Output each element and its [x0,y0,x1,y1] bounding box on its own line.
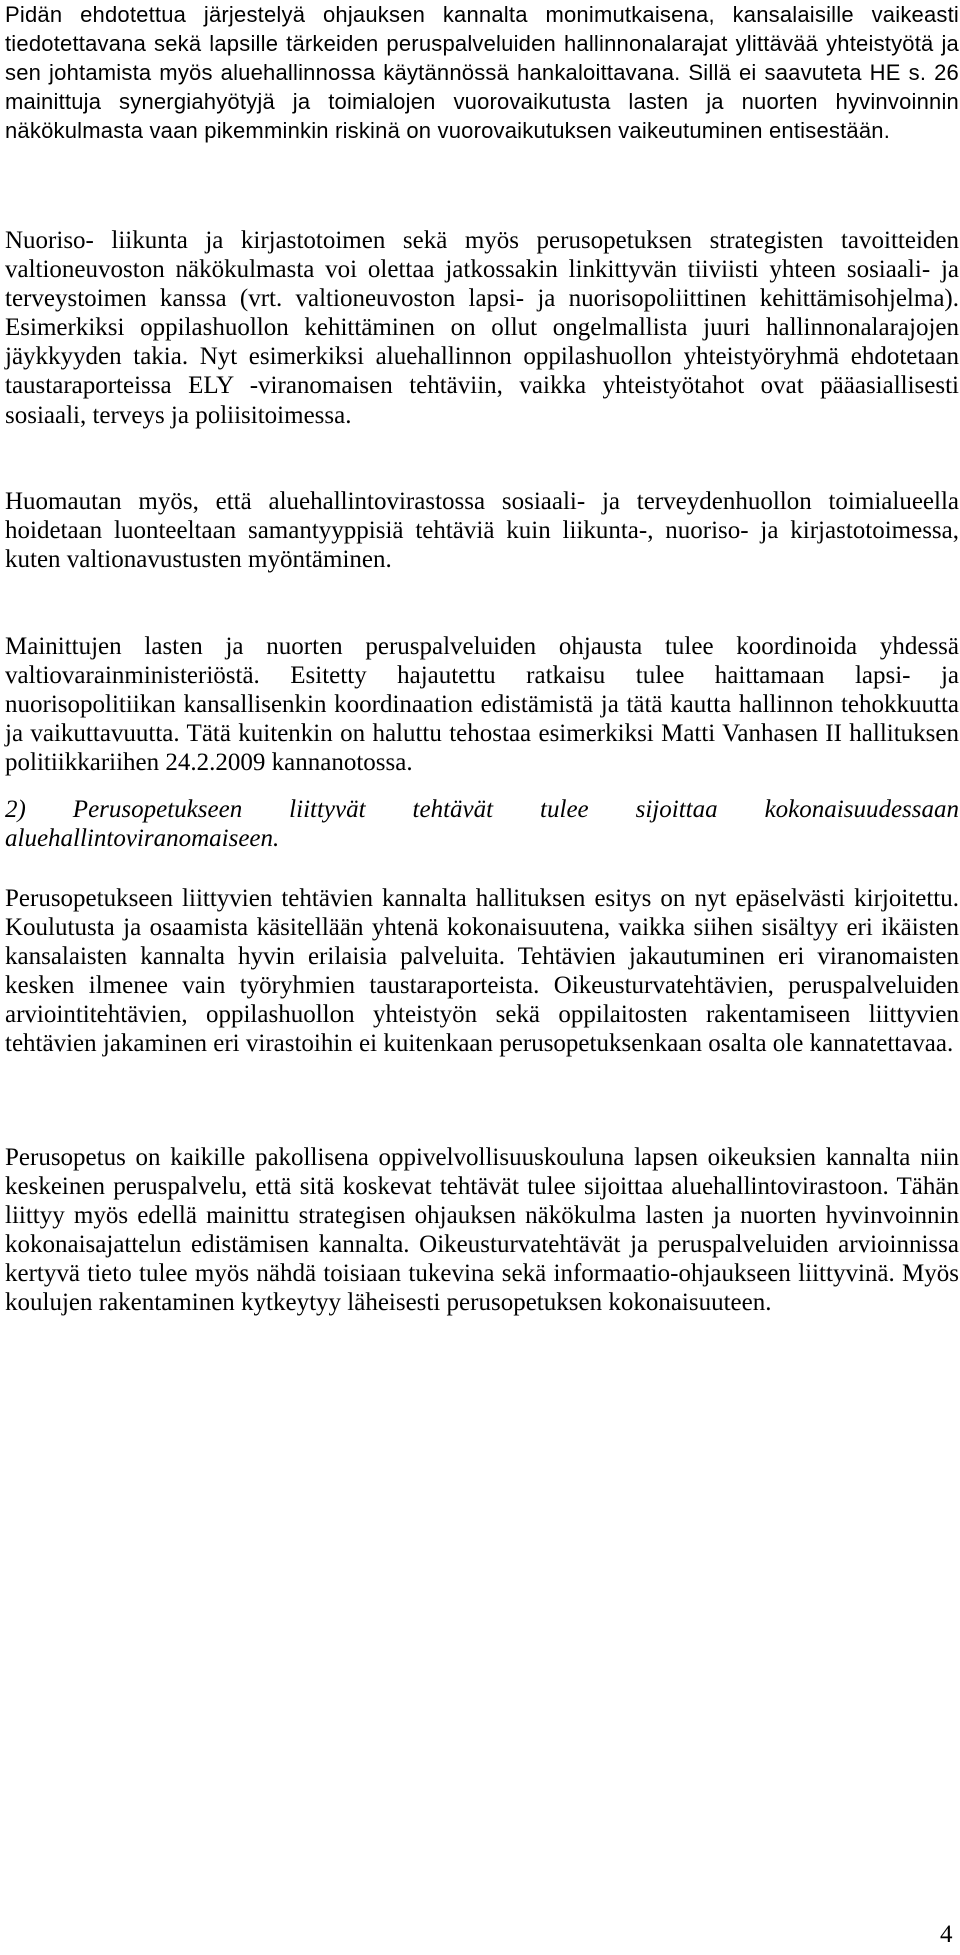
paragraph-4: Mainittujen lasten ja nuorten peruspalveluiden ohjausta tulee koordinoida yhdessä valtiovarainministeriöstä. Esitetty hajautettu ratkaisu tulee haittamaan lapsi- ja nuorisopolitiikan kansallisenkin koordinaation edistämistä ja tätä kautta hallinnon tehokkuutta ja vaikuttavuutta. Tätä kuitenkin on haluttu tehostaa esimerkiksi Matti Vanhasen II hallituksen politiikkariihen 24.2.2009 kannanotossa. [5,633,959,777]
paragraph-3: Huomautan myös, että aluehallintovirastossa sosiaali- ja terveydenhuollon toimialueella hoidetaan luonteeltaan samantyyppisiä tehtäviä kuin liikunta-, nuoriso- ja kirjastotoimessa, kuten valtionavustusten myöntäminen. [5,488,959,574]
paragraph-2: Nuoriso- liikunta ja kirjastotoimen sekä myös perusopetuksen strategisten tavoitteiden valtioneuvoston näkökulmasta voi olettaa jatkossakin linkittyvän tiiviisti yhteen sosiaali- ja terveystoimen kanssa (vrt. valtioneuvoston lapsi- ja nuorisopoliittinen kehittämisohjelma). Esimerkiksi oppilashuollon kehittäminen on ollut ongelmallista juuri hallinnonalarajojen jäykkyyden takia. Nyt esimerkiksi aluehallinnon oppilashuollon yhteistyöryhmä ehdotetaan taustaraporteissa ELY -viranomaisen tehtäviin, vaikka yhteistyötahot ovat pääasiallisesti sosiaali, terveys ja poliisitoimessa. [5,227,959,429]
paragraph-5: Perusopetukseen liittyvien tehtävien kannalta hallituksen esitys on nyt epäselvästi kirjoitettu. Koulutusta ja osaamista käsitellään yhtenä kokonaisuutena, vaikka siihen sisältyy eri ikäisten kansalaisten kannalta hyvin erilaisia palveluita. Tehtävien jakautuminen eri viranomaisten kesken ilmenee vain työryhmien taustaraporteista. Oikeusturvatehtävien, peruspalveluiden arviointitehtävien, oppilashuollon yhteistyön sekä oppilaitosten rakentamiseen liittyvien tehtävien jakaminen eri virastoihin ei kuitenkaan perusopetuksenkaan osalta ole kannatettavaa. [5,885,959,1058]
paragraph-1: Pidän ehdotettua järjestelyä ohjauksen kannalta monimutkaisena, kansalaisille vaikeasti tiedotettavana sekä lapsille tärkeiden peruspalveluiden hallinnonalarajat ylittävää yhteistyötä ja sen johtamista myös aluehallinnossa käytännössä hankaloittavana. Sillä ei saavuteta HE s. 26 mainittuja synergiahyötyjä ja toimialojen vuorovaikutusta lasten ja nuorten hyvinvoinnin näkökulmasta vaan pikemminkin riskinä on vuorovaikutuksen vaikeutuminen entisestään. [5,2,959,144]
section-heading: 2) Perusopetukseen liittyvät tehtävät tulee sijoittaa kokonaisuudessaan aluehallintoviranomaiseen. [5,796,959,853]
page-number: 4 [940,1921,953,1948]
paragraph-6: Perusopetus on kaikille pakollisena oppivelvollisuuskouluna lapsen oikeuksien kannalta niin keskeinen peruspalvelu, että sitä koskevat tehtävät tulee sijoittaa aluehallintovirastoon. Tähän liittyy myös edellä mainittu strategisen ohjauksen näkökulma lasten ja nuorten hyvinvoinnin kokonaisajattelun edistämisen kannalta. Oikeusturvatehtävät ja peruspalveluiden arvioinnissa kertyvä tieto tulee myös nähdä toisiaan tukevina sekä informaatio-ohjaukseen liittyvinä. Myös koulujen rakentaminen kytkeytyy läheisesti perusopetuksen kokonaisuuteen. [5,1144,959,1317]
